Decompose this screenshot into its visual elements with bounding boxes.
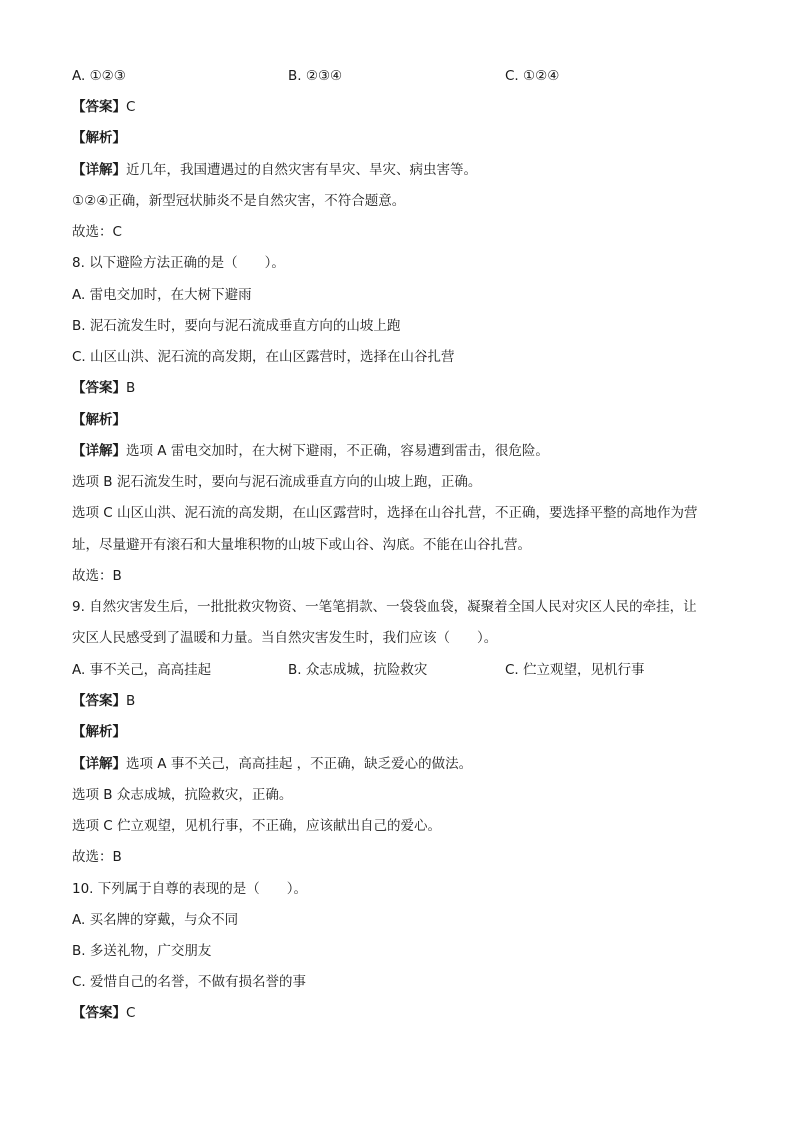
q10-stem: 10. 下列属于自尊的表现的是（ ）。 <box>72 881 308 897</box>
q9-detail-line: 选项 B 众志成城，抗险救灾，正确。 <box>72 787 293 803</box>
q8-option-a: A. 雷电交加时，在大树下避雨 <box>72 287 252 303</box>
detail-text: 近几年，我国遭遇过的自然灾害有旱灾、旱灾、病虫害等。 <box>126 162 477 178</box>
q7-choose: 故选：C <box>72 224 122 240</box>
q9-stem-line: 灾区人民感受到了温暖和力量。当自然灾害发生时，我们应该（ ）。 <box>72 630 498 646</box>
answer-value: B <box>126 380 136 396</box>
detail-label: 【详解】 <box>72 162 126 178</box>
answer-label: 【答案】 <box>72 1005 126 1021</box>
detail-label: 【详解】 <box>72 443 126 459</box>
q9-analysis-label: 【解析】 <box>72 724 126 740</box>
answer-label: 【答案】 <box>72 99 126 115</box>
q9-answer <box>72 691 135 711</box>
answer-value: B <box>126 693 136 709</box>
q8-analysis-label: 【解析】 <box>72 412 126 428</box>
q7-option-b: B. ②③④ <box>288 68 343 84</box>
q9-option-b: B. 众志成城，抗险救灾 <box>288 662 428 678</box>
q7-detail <box>72 160 477 180</box>
q7-detail-line: ①②④正确，新型冠状肺炎不是自然灾害，不符合题意。 <box>72 193 406 209</box>
answer-value: C <box>126 99 136 115</box>
q8-answer <box>72 378 135 398</box>
q9-option-c: C. 伫立观望，见机行事 <box>505 662 645 678</box>
q9-detail-line: 选项 C 伫立观望，见机行事，不正确，应该献出自己的爱心。 <box>72 818 442 834</box>
q8-detail-line: 选项 C 山区山洪、泥石流的高发期，在山区露营时，选择在山谷扎营，不正确，要选择平整的高地作为营 <box>72 505 698 521</box>
q10-answer <box>72 1003 135 1023</box>
q8-choose: 故选：B <box>72 568 122 584</box>
q8-stem: 8. 以下避险方法正确的是（ ）。 <box>72 255 285 271</box>
q9-option-a: A. 事不关己，高高挂起 <box>72 662 212 678</box>
q10-option-b: B. 多送礼物，广交朋友 <box>72 943 212 959</box>
q8-option-c: C. 山区山洪、泥石流的高发期，在山区露营时，选择在山谷扎营 <box>72 349 455 365</box>
detail-text: 选项 A 雷电交加时，在大树下避雨，不正确，容易遭到雷击，很危险。 <box>126 443 549 459</box>
detail-text: 选项 A 事不关己，高高挂起 ，不正确，缺乏爱心的做法。 <box>126 756 473 772</box>
q8-detail-line: 选项 B 泥石流发生时，要向与泥石流成垂直方向的山坡上跑，正确。 <box>72 474 482 490</box>
q7-option-c: C. ①②④ <box>505 68 560 84</box>
q9-choose: 故选：B <box>72 849 122 865</box>
q8-option-b: B. 泥石流发生时，要向与泥石流成垂直方向的山坡上跑 <box>72 318 401 334</box>
answer-label: 【答案】 <box>72 380 126 396</box>
q8-detail <box>72 441 549 461</box>
q9-stem-line: 9. 自然灾害发生后，一批批救灾物资、一笔笔捐款、一袋袋血袋，凝聚着全国人民对灾区人民的牵挂，让 <box>72 599 697 615</box>
q9-detail <box>72 754 472 774</box>
q7-option-a: A. ①②③ <box>72 68 126 84</box>
detail-label: 【详解】 <box>72 756 126 772</box>
q7-analysis-label: 【解析】 <box>72 130 126 146</box>
q10-option-c: C. 爱惜自己的名誉，不做有损名誉的事 <box>72 974 307 990</box>
answer-label: 【答案】 <box>72 693 126 709</box>
q7-answer <box>72 97 135 117</box>
q8-detail-line: 址，尽量避开有滚石和大量堆积物的山坡下或山谷、沟底。不能在山谷扎营。 <box>72 537 531 553</box>
q10-option-a: A. 买名牌的穿戴，与众不同 <box>72 912 239 928</box>
answer-value: C <box>126 1005 136 1021</box>
